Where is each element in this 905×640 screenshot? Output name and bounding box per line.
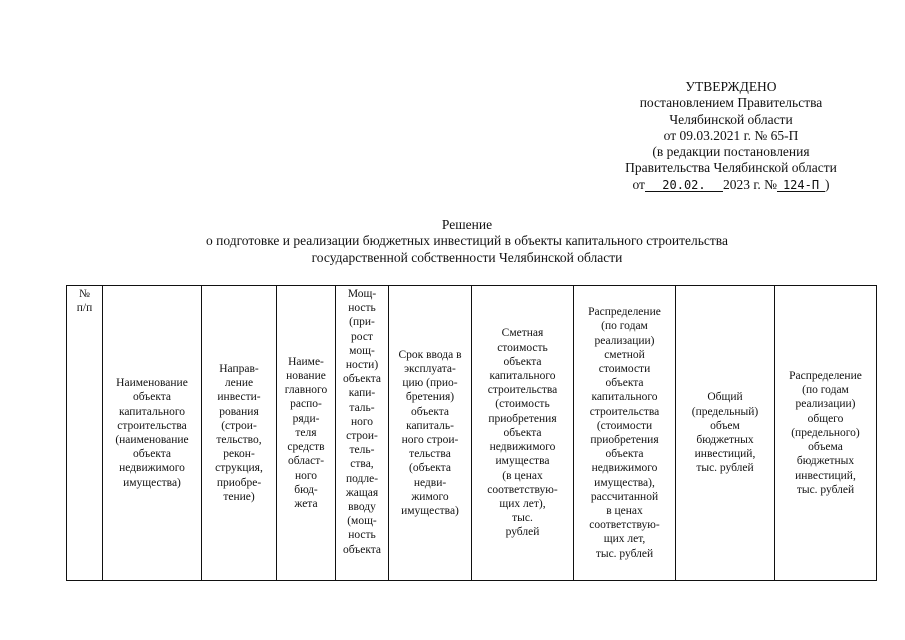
column-header-line: инвести- [217, 391, 261, 404]
column-header-number [67, 286, 103, 581]
column-header-line: щих лет), [499, 497, 546, 510]
column-header-line: щих лет, [603, 533, 646, 546]
column-header-line: жимого [411, 490, 449, 503]
column-header-line: соответствую- [487, 483, 558, 496]
column-header-line: таль- [349, 401, 375, 414]
column-header-line: цию (прио- [402, 377, 458, 390]
column-header-total-investment [676, 286, 775, 581]
column-header-line: ства, [350, 458, 374, 471]
column-header-line: в ценах [606, 505, 643, 518]
column-header-line: (в ценах [502, 469, 543, 482]
approval-block [596, 79, 866, 193]
column-header-line: ности) [345, 359, 379, 372]
column-header-line: недвижимого [489, 441, 556, 454]
column-header-line: тельства [409, 448, 451, 461]
column-header-line: жета [294, 497, 318, 510]
column-header-line: (предельный) [691, 405, 759, 418]
column-header-line: приобре- [216, 476, 262, 489]
column-header-capacity [336, 286, 389, 581]
column-header-line: ряди- [292, 412, 320, 425]
column-header-line: ление [224, 377, 254, 390]
header-row [67, 286, 877, 581]
column-header-line: бюд- [294, 483, 318, 496]
column-header-object-name [103, 286, 202, 581]
column-header-investment-direction [202, 286, 277, 581]
column-header-line: объекта [132, 391, 172, 404]
column-header-line: бюджетных [796, 455, 855, 468]
column-header-line: Сметная [501, 327, 544, 340]
column-header-line: общего [807, 412, 844, 425]
document-heading [120, 217, 814, 266]
column-header-line: соответствую- [589, 519, 660, 532]
approval-suffix: ) [825, 176, 830, 192]
column-header-line: рост [351, 330, 373, 343]
header-table [66, 285, 877, 581]
column-header-line: недвижимого [591, 462, 658, 475]
column-header-line: строительства [117, 419, 187, 432]
column-header-line: объема [808, 441, 843, 454]
column-header-line: инвестиций, [694, 448, 756, 461]
approval-line: постановлением Правительства [639, 95, 823, 111]
column-header-line: стоимости [598, 362, 651, 375]
column-header-line: жащая [345, 486, 379, 499]
column-header-line: тение) [223, 490, 255, 503]
column-header-line: реализации) [594, 334, 655, 347]
column-header-line: Срок ввода в [398, 348, 462, 361]
column-header-line: имущества), [594, 476, 655, 489]
document-subtitle: государственной собственности Челябинской области [311, 249, 623, 265]
column-header-line: ного строи- [401, 434, 459, 446]
column-header-line: рования [219, 405, 259, 418]
document-subtitle: о подготовке и реализации бюджетных инвестиций в объекты капитального строительства [206, 233, 728, 249]
column-header-line: (при- [349, 316, 375, 329]
column-header-line: бретения) [405, 391, 455, 404]
column-header-line: капитального [118, 405, 186, 418]
column-header-line: недвижимого [119, 462, 185, 475]
column-header-line: Общий [707, 391, 743, 404]
column-header-line: объекта [342, 543, 382, 556]
column-header-line: главного [284, 384, 328, 397]
column-header-line: сметной [604, 348, 645, 361]
column-header-line: тель- [349, 444, 375, 457]
column-header-line: рекон- [223, 448, 255, 461]
column-header-line: строительства [487, 384, 558, 397]
column-header-line: объекта [503, 355, 542, 368]
column-header-line: капитального [591, 391, 658, 404]
column-header-line: строи- [346, 430, 378, 443]
column-header-line: тыс. рублей [696, 462, 754, 475]
column-header-line: рассчитанной [590, 490, 659, 503]
column-header-line: (по годам [802, 384, 849, 397]
column-header-line: (по годам [601, 320, 648, 333]
column-header-line: Мощ- [347, 288, 377, 300]
column-header-line: имущества) [123, 476, 181, 489]
column-header-line: област- [287, 455, 325, 468]
column-header-line: струкция, [215, 462, 263, 475]
approval-line: Правительства Челябинской области [625, 160, 837, 176]
column-header-line: реализации) [795, 398, 856, 411]
column-header-line: объекта [342, 373, 382, 386]
column-header-line: инвестиций, [795, 469, 856, 482]
approval-middle: 2023 г. № [722, 176, 777, 192]
column-header-line: капиталь- [406, 419, 454, 432]
column-header-line: строительства [589, 405, 660, 418]
column-header-line: тыс. рублей [595, 547, 654, 560]
column-header-line: (строи- [221, 419, 257, 432]
column-header-line: (стоимость [495, 398, 550, 411]
column-header-line: п/п [76, 302, 93, 315]
column-header-line: имущества) [401, 505, 459, 518]
column-header-line: объекта [503, 426, 542, 439]
column-header-line: (предельного) [791, 426, 860, 439]
document-title: Решение [441, 217, 493, 232]
column-header-line: Наиме- [288, 355, 324, 368]
column-header-line: (наименование [115, 434, 189, 446]
column-header-cost-distribution [574, 286, 676, 581]
approval-line: от 09.03.2021 г. № 65-П [663, 127, 799, 143]
column-header-line: имущества [495, 455, 550, 468]
column-header-line: подле- [345, 472, 379, 485]
column-header-line: тельство, [216, 434, 262, 446]
column-header-line: вводу [348, 501, 376, 514]
approval-amendment-line [596, 177, 866, 193]
column-header-line: объекта [605, 448, 644, 461]
column-header-line: теля [295, 426, 317, 439]
approval-line: Челябинской области [669, 111, 793, 127]
approval-date-field: 20.02. [645, 179, 723, 192]
column-header-line: рублей [505, 526, 540, 539]
column-header-line: тыс. рублей [796, 483, 855, 496]
column-header-line: Распределение [588, 306, 661, 319]
approval-prefix: от [632, 176, 645, 192]
column-header-line: тыс. [512, 512, 533, 525]
column-header-line: объекта [410, 405, 450, 418]
column-header-line: Направ- [219, 362, 259, 375]
column-header-line: бюджетных [696, 434, 754, 446]
column-header-line: ного [294, 469, 318, 482]
column-header-line: ность [348, 302, 376, 315]
column-header-line: ного [350, 415, 374, 428]
column-header-line: приобретения [488, 412, 557, 425]
column-header-line: стоимость [497, 341, 548, 354]
column-header-line: объекта [605, 377, 644, 390]
column-header-budget-manager [277, 286, 336, 581]
column-header-line: нование [286, 370, 326, 383]
column-header-line: объем [710, 419, 740, 432]
column-header-line: (мощ- [347, 515, 377, 528]
column-header-line: мощ- [349, 344, 375, 357]
column-header-line: Наименование [116, 377, 188, 390]
column-header-line: (объекта [409, 462, 451, 475]
column-header-line: Распределение [789, 370, 862, 383]
column-header-investment-distribution [775, 286, 877, 581]
column-header-estimated-cost [472, 286, 574, 581]
column-header-line: № [79, 288, 90, 300]
column-header-commissioning-date [389, 286, 472, 581]
approval-line: (в редакции постановления [652, 144, 810, 160]
approval-title: УТВЕРЖДЕНО [685, 79, 777, 94]
column-header-line: ность [348, 529, 376, 542]
column-header-line: распо- [290, 398, 322, 411]
column-header-line: недви- [413, 476, 447, 489]
column-header-line: объекта [132, 448, 172, 461]
column-header-line: капи- [348, 387, 376, 400]
column-header-line: эксплуата- [404, 362, 456, 375]
column-header-line: (стоимости [596, 419, 653, 432]
column-header-line: капитального [489, 370, 556, 383]
column-header-line: средств [287, 441, 325, 454]
approval-number-field: 124-П [777, 179, 825, 192]
column-header-line: приобретения [590, 434, 659, 446]
